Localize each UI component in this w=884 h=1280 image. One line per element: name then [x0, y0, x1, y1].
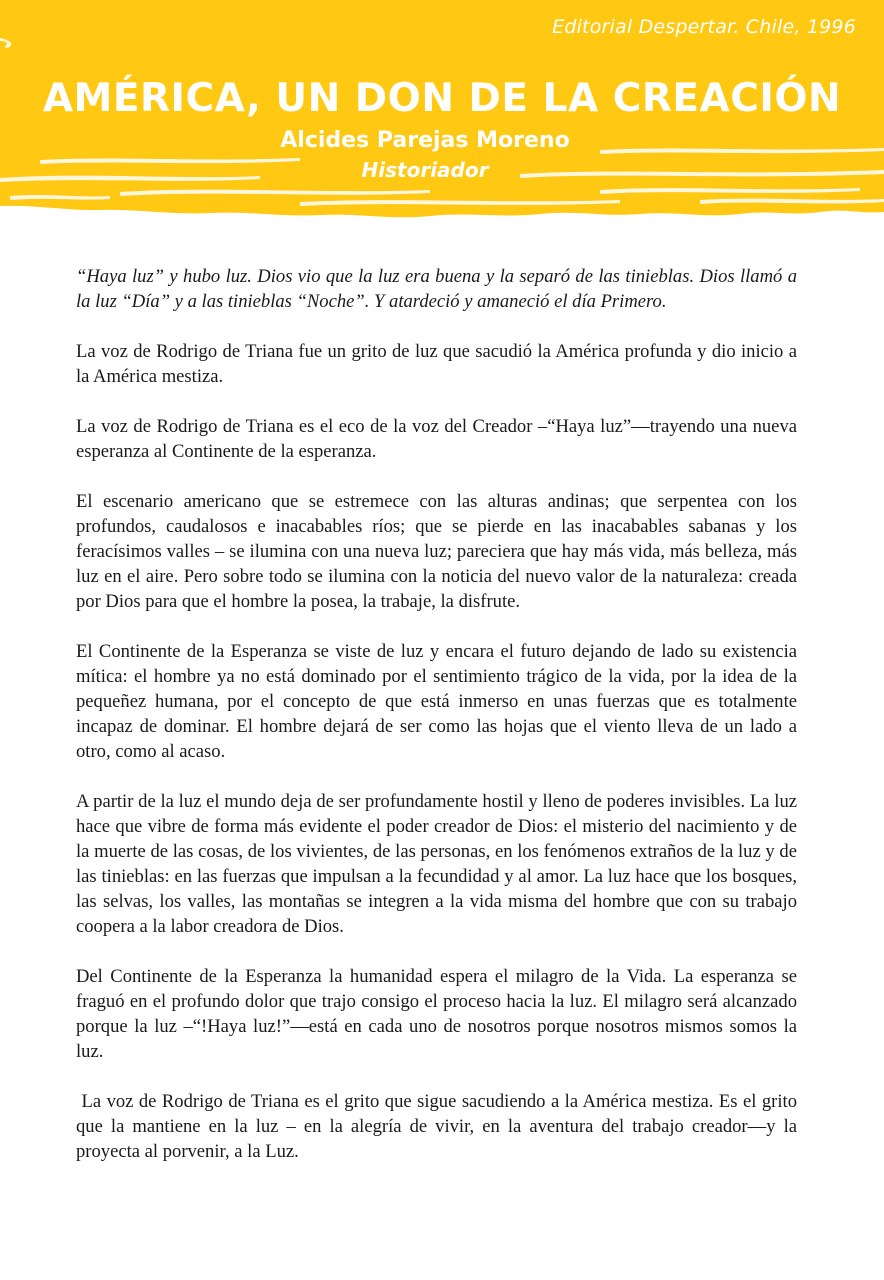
publisher-credit: Editorial Despertar. Chile, 1996	[552, 16, 856, 38]
author-name: Alcides Parejas Moreno	[280, 128, 570, 153]
author-role: Historiador	[361, 158, 489, 182]
header-banner	[0, 0, 884, 240]
paragraph: El Continente de la Esperanza se viste de luz y encara el futuro dejando de lado su existencia mítica: el hombre ya no está dominado por el sentimiento trágico de la vida, por la idea de la pequeñez humana, por el concepto de que está inmerso en unas fuerzas que es totalmente incapaz de dominar. El hombre dejará de ser como las hojas que el viento lleva de un lado a otro, como al acaso.	[76, 641, 797, 762]
paragraph: La voz de Rodrigo de Triana es el grito que sigue sacudiendo a la América mestiza. Es el grito que la mantiene en la luz – en la alegría de vivir, en la aventura del trabajo creador—y la proyecta al porvenir, a la Luz.	[76, 1091, 802, 1162]
paragraph: La voz de Rodrigo de Triana fue un grito de luz que sacudió la América profunda y dio inicio a la América mestiza.	[76, 341, 797, 387]
paragraph: A partir de la luz el mundo deja de ser profundamente hostil y lleno de poderes invisibles. La luz hace que vibre de forma más evidente el poder creador de Dios: el misterio del nacimiento y de la muerte de las cosas, de los vivientes, de las personas, en los fenómenos extraños de la luz y de las tinieblas: en las fuerzas que impulsan a la fecundidad y al amor. La luz hace que los bosques, las selvas, los valles, las montañas se integren a la vida misma del hombre que con su trabajo coopera a la labor creadora de Dios.	[76, 791, 797, 937]
paragraph: El escenario americano que se estremece con las alturas andinas; que serpentea con los profundos, caudalosos e inacabables ríos; que se pierde en las inacabables sabanas y los feracísimos valles – se ilumina con una nueva luz; pareciera que hay más vida, más belleza, más luz en el aire. Pero sobre todo se ilumina con la noticia del nuevo valor de la naturaleza: creada por Dios para que el hombre la posea, la trabaje, la disfrute.	[76, 491, 797, 612]
article-title: AMÉRICA, UN DON DE LA CREACIÓN	[42, 76, 842, 121]
article-body	[76, 264, 802, 1189]
paragraph: La voz de Rodrigo de Triana es el eco de la voz del Creador –“Haya luz”—trayendo una nueva esperanza al Continente de la esperanza.	[76, 416, 797, 462]
paragraph: Del Continente de la Esperanza la humanidad espera el milagro de la Vida. La esperanza se fraguó en el profundo dolor que trajo consigo el proceso hacia la luz. El milagro será alcanzado porque la luz –“!Haya luz!”—está en cada uno de nosotros porque nosotros mismos somos la luz.	[76, 966, 797, 1062]
epigraph: “Haya luz” y hubo luz. Dios vio que la luz era buena y la separó de las tinieblas. Dios llamó a la luz “Día” y a las tinieblas “Noche”. Y atardeció y amaneció el día Primero.	[76, 266, 797, 312]
